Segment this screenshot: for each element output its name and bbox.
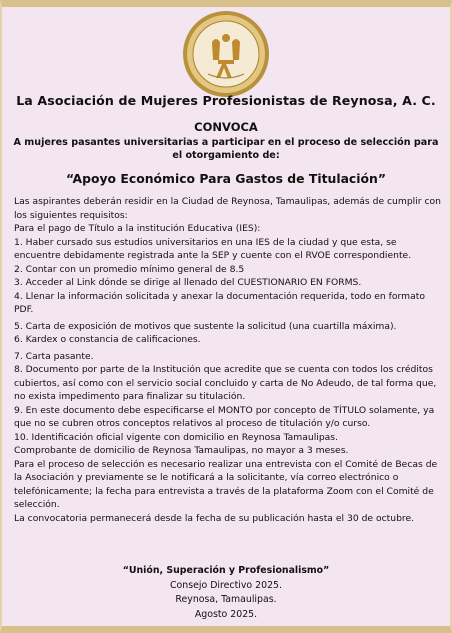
association-title: La Asociación de Mujeres Profesionistas de Reynosa, A. C. (16, 93, 436, 108)
payment-line: Para el pago de Título a la institución Educativa (IES): (14, 223, 261, 234)
board-line: Consejo Directivo 2025. (170, 579, 282, 591)
call-subtitle: A mujeres pasantes universitarias a participar en el proceso de selección para el otorgamiento de: (13, 137, 439, 161)
requirement-item: 1. Haber cursado sus estudios universitarios en una IES de la ciudad y que esta, se encuentre debidamente registrada ante la SEP y cuente con el RVOE correspondiente. (14, 236, 412, 261)
requirement-item: 3. Acceder al Link dónde se dirige al llenado del CUESTIONARIO EN FORMS. (14, 277, 362, 288)
signature-block (0, 564, 452, 622)
city-line: Reynosa, Tamaulipas. (175, 594, 277, 606)
requirement-item: 6. Kardex o constancia de calificaciones. (14, 334, 201, 345)
motto: “Unión, Superación y Profesionalismo” (122, 565, 330, 576)
requirement-item: 7. Carta pasante. (14, 350, 94, 362)
requirement-item: 2. Contar con un promedio mínimo general de 8.5 (14, 263, 245, 275)
intro-text: Las aspirantes deberán residir en la Ciudad de Reynosa, Tamaulipas, además de cumplir con los siguientes requisitos: (14, 196, 441, 221)
date-line: Agosto 2025. (194, 608, 258, 620)
domicile-proof: Comprobante de domicilio de Reynosa Tamaulipas, no mayor a 3 meses. (14, 445, 349, 456)
program-title: “Apoyo Económico Para Gastos de Titulación” (65, 171, 387, 186)
association-seal-icon (182, 10, 270, 98)
requirement-item: 9. En este documento debe especificarse el MONTO por concepto de TÍTULO solamente, ya que no se cubren otros conceptos relativos al proceso de titulación y/o curso. (14, 404, 435, 429)
selection-process: Para el proceso de selección es necesario realizar una entrevista con el Comité de Becas de la Asociación y previamente se le notificará a la solicitante, vía correo electrónico o telefónicamente; la fecha para entrevista a través de la plataforma Zoom con el Comité de selección. (14, 458, 438, 510)
requirement-item: 5. Carta de exposición de motivos que sustente la solicitud (una cuartilla máxima). (14, 320, 397, 332)
convoca-heading: CONVOCA (194, 120, 258, 134)
requirement-item: 8. Documento por parte de la Institución que acredite que se cuenta con todos los créditos cubiertos, así como con el servicio social concluido y carta de No Adeudo, de tal forma que, no exista impedimento para finalizar su titulación. (14, 364, 437, 402)
requirement-item: 10. Identificación oficial vigente con domicilio en Reynosa Tamaulipas. (14, 431, 338, 443)
requirement-item: 4. Llenar la información solicitada y anexar la documentación requerida, todo en formato PDF. (14, 290, 425, 315)
requirements-body (14, 195, 442, 525)
validity-text: La convocatoria permanecerá desde la fecha de su publicación hasta el 30 de octubre. (14, 512, 415, 524)
association-logo (182, 10, 270, 98)
